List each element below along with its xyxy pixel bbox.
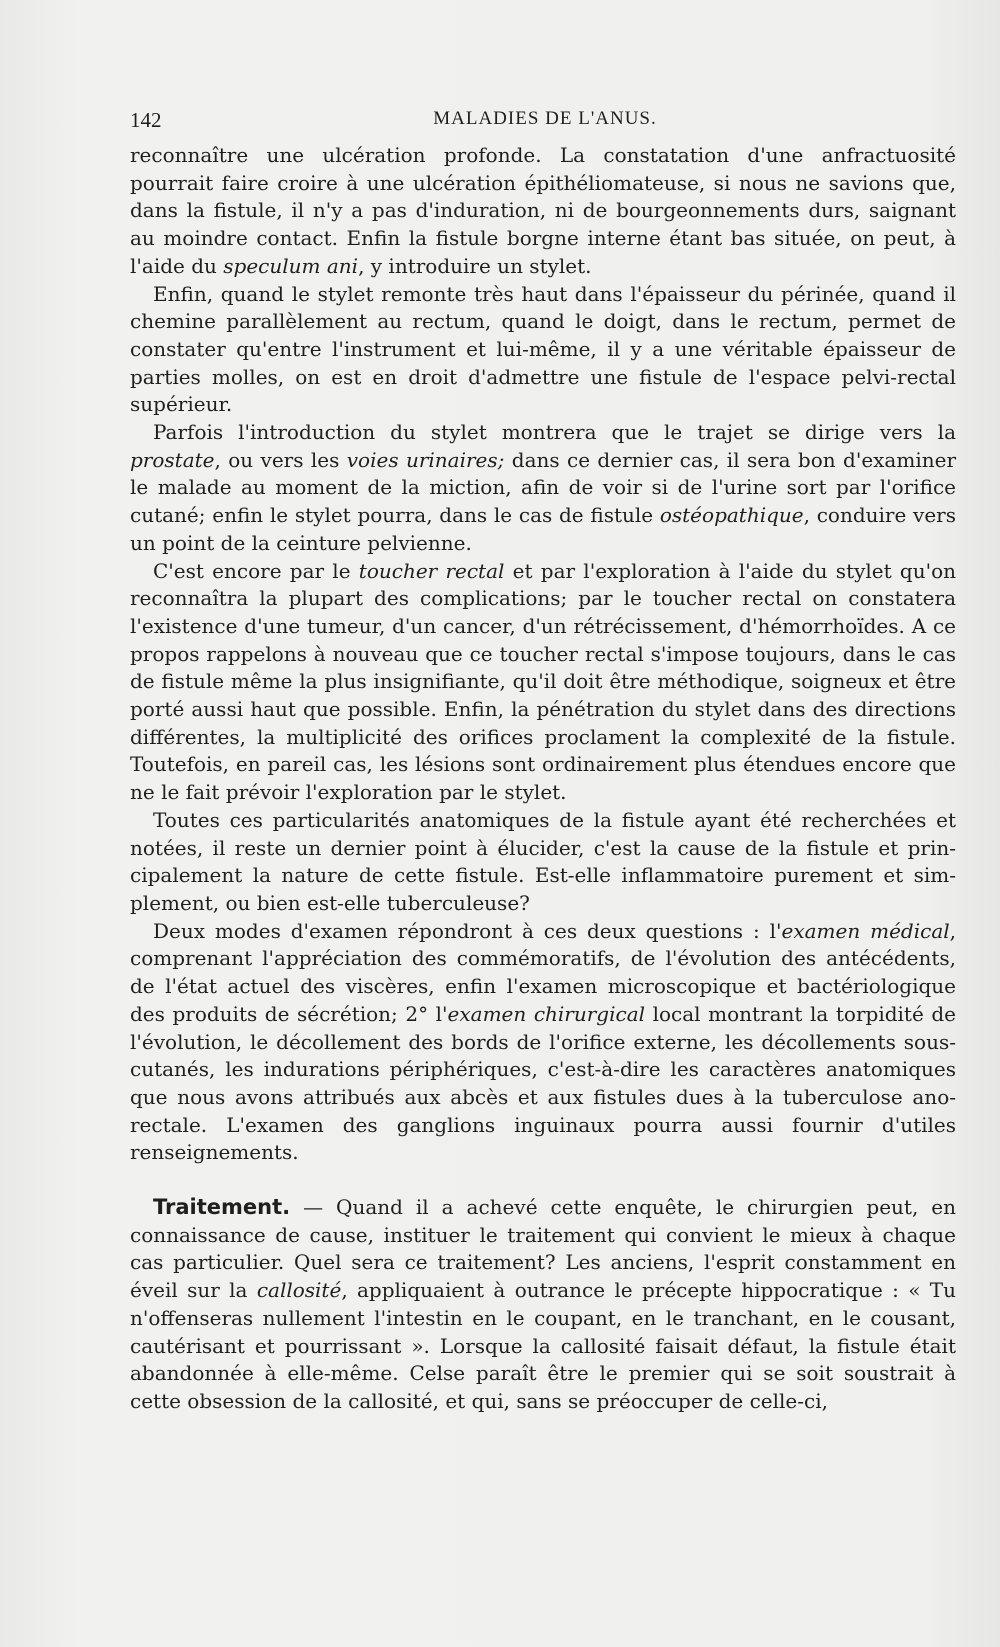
paragraph [130, 281, 956, 420]
paragraph-text: et par l'exploration à l'aide du stylet qu'on reconnaîtra la plupart des complications; par le toucher rectal on constatera l'existence d'une tumeur, d'un cancer, d'un rétrécissement, d'hémorrhoïdes. A ce propos rappelons à nouveau que ce toucher rectal s'impose toujours, dans le cas de fistule même la plus insignifiante, qu'il doit être méthodique, soigneux et être porté aussi haut que possible. Enfin, la pénétration du stylet dans des directions différentes, la multiplicité des orifices proclament la complexité de la fistule. Toutefois, en pareil cas, les lésions sont ordinairement plus étendues encore que ne le fait prévoir l'exploration par le stylet. [130, 558, 957, 805]
paragraph-text: , appliquaient à outrance le précepte hippocratique : « Tu n'offenseras nullement l'intestin en le coupant, en le tranchant, en le cousant, cautérisant et pourrissant ». Lorsque la callosité faisait défaut, la fistule était abandonnée à elle-même. Celse paraît être le premier qui se soit soustrait à cette obsession de la callosité, et qui, sans se préoccuper de celle-ci, [130, 1278, 956, 1413]
paragraph [130, 558, 956, 807]
paragraph [130, 807, 956, 918]
italic-text: prostate [130, 447, 215, 472]
paragraph-text: Enfin, quand le stylet remonte très haut dans l'épaisseur du périnée, quand il chemine parallèlement au rectum, quand le doigt, dans le rectum, permet de constater qu'entre l'instrument et lui-même, il y a une véritable épaisseur de parties molles, on est en droit d'admettre une fistule de l'espace pelvi-rectal supérieur. [130, 281, 956, 417]
paragraph-text: Parfois l'introduction du stylet montrera que le trajet se dirige vers la [153, 420, 956, 445]
paragraph-text: Toutes ces particularités anatomiques de la fistule ayant été recherchées et notées, il reste un dernier point à élucider, c'est la cause de la fistule et principalement la nature de cette fistule. Est-elle inflammatoire purement et simplement, ou bien est-elle tuberculeuse? [130, 807, 956, 915]
paragraph-text: , conduire vers un point de la ceinture pelvienne. [130, 503, 956, 555]
body-text [130, 142, 956, 1416]
paragraph [130, 419, 956, 558]
paragraph-text: Deux modes d'examen répondront à ces deux questions : l' [153, 918, 782, 943]
section-heading: Traitement. [153, 1195, 291, 1220]
paragraph-text: local montrant la torpidité de l'évolution, le décollement des bords de l'orifice externe, les décollements sous-cutanés, les indurations périphériques, c'est-à-dire les caractères anatomiques que nous avons attribués aux abcès et aux fistules dues à la tuberculose ano-rectale. L'examen des ganglions inguinaux pourra aussi fournir d'utiles renseignements. [130, 1001, 956, 1165]
italic-text: ostéopathique [659, 503, 804, 528]
running-head [130, 108, 960, 138]
italic-text: toucher rectal [358, 558, 505, 583]
running-title: MALADIES DE L'ANUS. [433, 108, 657, 129]
italic-text: examen médical [781, 918, 950, 943]
italic-text: callosité [256, 1278, 342, 1303]
paragraph-text: reconnaître une ulcération profonde. La constatation d'une anfractuosité pourrait faire croire à une ulcération épithéliomateuse, si nous ne savions que, dans la fistule, il n'y a pas d'induration, ni de bourgeonnements durs, saignant au moindre contact. Enfin la fistule borgne interne étant bas située, on peut, à l'aide du [130, 143, 956, 278]
paragraph-text: , comprenant l'appréciation des commémoratifs, de l'évolution des antécédents, de l'état actuel des viscères, enfin l'examen microscopique et bactériologique des produits de sécrétion; 2° l' [130, 918, 956, 1026]
paragraph-text: dans ce dernier cas, il sera bon d'examiner le malade au moment de la miction, afin de voir si de l'urine sort par l'orifice cutané; enfin le stylet pourra, dans le cas de fistule [130, 447, 956, 528]
paragraph [130, 918, 956, 1167]
paragraph-text: — Quand il a achevé cette enquête, le chirurgien peut, en connaissance de cause, instituer le traitement qui convient le mieux à chaque cas particulier. Quel sera ce traitement? Les anciens, l'esprit constamment en éveil sur la [130, 1195, 956, 1303]
italic-text: examen chirurgical [447, 1001, 646, 1026]
paragraph-text: , y introduire un stylet. [358, 253, 592, 278]
paragraph-text: C'est encore par le [153, 558, 359, 583]
paragraph [130, 1194, 956, 1416]
italic-text: speculum ani [223, 253, 359, 278]
paragraph-text: , ou vers les [214, 447, 347, 472]
italic-text: voies urinaires; [346, 447, 505, 472]
paragraph [130, 142, 956, 281]
page-number: 142 [130, 108, 162, 132]
